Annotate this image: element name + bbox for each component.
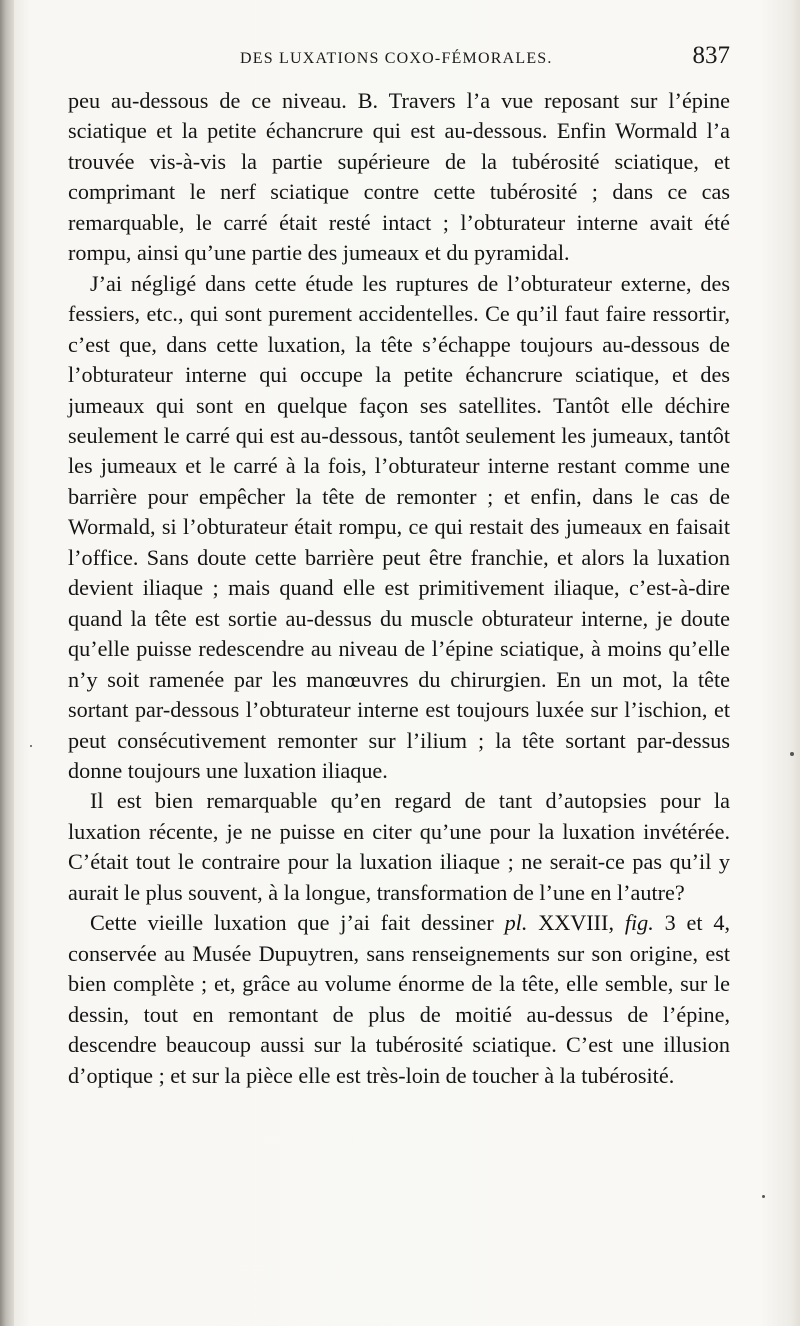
paragraph-1: peu au-dessous de ce niveau. B. Travers l’a vue reposant sur l’épine sciatique et la petite échancrure qui est au-dessous. Enfin Wormald l’a trouvée vis-à-vis la partie supérieure de la tubérosité sciatique, et comprimant le nerf sciatique contre cette tubérosité ; dans ce cas remarquable, le carré était resté intact ; l’obturateur interne avait été rompu, ainsi qu’une partie des jumeaux et du pyramidal. bbox=[68, 88, 730, 266]
figure-reference: fig. bbox=[624, 910, 654, 936]
print-speck bbox=[762, 1195, 765, 1198]
page-binding-edge bbox=[0, 0, 14, 1326]
paragraph-4 bbox=[68, 908, 730, 1091]
paragraph-4-text-after: 3 et 4, conservée au Musée Dupuytren, sans renseignements sur son origine, est bien complète ; et, grâce au volume énorme de la tête, elle semble, sur le dessin, tout en remontant de plus de moitié au-dessus de l’épine, descendre beaucoup aussi sur la tubérosité sciatique. C’est une illusion d’optique ; et sur la pièce elle est très-loin de toucher à la tubérosité. bbox=[68, 910, 730, 1088]
plate-reference: pl. bbox=[504, 910, 528, 936]
page-header bbox=[70, 40, 730, 80]
paragraph-3: Il est bien remarquable qu’en regard de tant d’autopsies pour la luxation récente, je ne puisse en citer qu’une pour la luxation invétérée. C’était tout le contraire pour la luxation iliaque ; ne serait-ce pas qu’il y aurait le plus souvent, à la longue, transformation de l’une en l’autre? bbox=[68, 788, 730, 905]
print-speck bbox=[790, 752, 794, 756]
body-text bbox=[68, 86, 730, 1091]
running-title: DES LUXATIONS COXO-FÉMORALES. bbox=[240, 50, 553, 67]
paragraph-2: J’ai négligé dans cette étude les ruptures de l’obturateur externe, des fessiers, etc., qui sont purement accidentelles. Ce qu’il faut faire ressortir, c’est que, dans cette luxation, la tête s’échappe toujours au-dessous de l’obturateur interne qui occupe la petite échancrure sciatique, et des jumeaux qui sont en quelque façon ses satellites. Tantôt elle déchire seulement le carré qui est au-dessous, tantôt seulement les jumeaux, tantôt les jumeaux et le carré à la fois, l’obturateur interne restant comme une barrière pour empêcher la tête de remonter ; et enfin, dans le cas de Wormald, si l’obturateur était rompu, ce qui restait des jumeaux en faisait l’office. Sans doute cette barrière peut être franchie, et alors la luxation devient iliaque ; mais quand elle est primitivement iliaque, c’est-à-dire quand la tête est sortie au-dessus du muscle obturateur interne, je doute qu’elle puisse redescendre au niveau de l’épine sciatique, à moins qu’elle n’y soit ramenée par les manœuvres du chirurgien. En un mot, la tête sortant par-dessous l’obturateur interne est toujours luxée sur l’ischion, et peut consécutivement remonter sur l’ilium ; la tête sortant par-dessus donne toujours une luxation iliaque. bbox=[68, 270, 730, 783]
plate-number: XXVIII, bbox=[527, 910, 625, 936]
print-speck bbox=[30, 745, 32, 747]
page-number: 837 bbox=[692, 42, 730, 69]
paragraph-4-text-before: Cette vieille luxation que j’ai fait dessiner bbox=[90, 910, 505, 936]
